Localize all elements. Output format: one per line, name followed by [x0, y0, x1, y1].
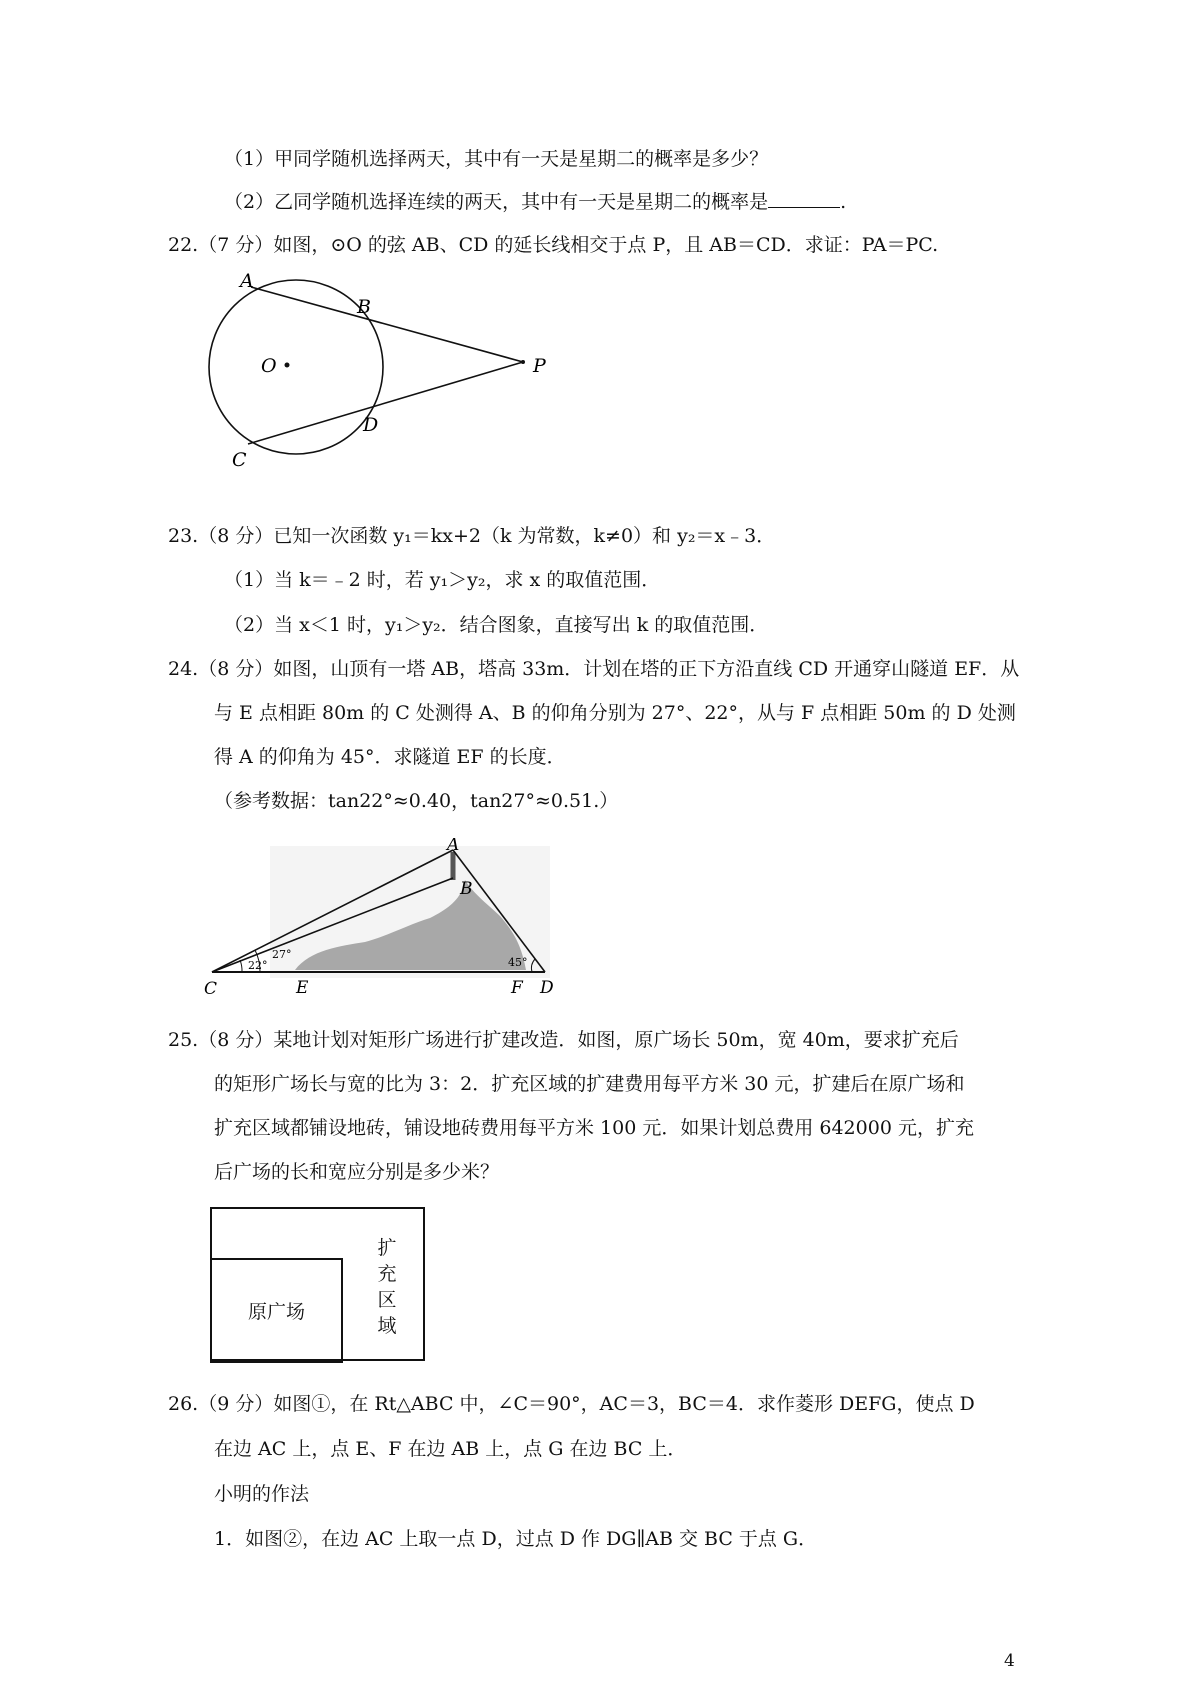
label-angle-27: 27° [272, 948, 292, 961]
label-d: D [540, 978, 554, 998]
question-21-part-2 [224, 189, 846, 215]
expansion-area-label [372, 1235, 402, 1339]
label-a: A [240, 270, 254, 292]
arc-22 [240, 960, 242, 972]
question-26-step-1: 1．如图②，在边 AC 上取一点 D，过点 D 作 DG∥AB 交 BC 于点 G． [214, 1528, 818, 1550]
label-d: D [363, 414, 379, 436]
point-p-dot [521, 360, 525, 364]
question-21-part-2-text: （2）乙同学随机选择连续的两天，其中有一天是星期二的概率是 [224, 191, 769, 213]
question-24-line-3: 得 A 的仰角为 45°．求隧道 EF 的长度． [214, 746, 566, 768]
label-c: C [232, 449, 247, 471]
question-24-reference: （参考数据：tan22°≈0.40，tan27°≈0.51.） [214, 790, 619, 812]
question-23-part-1: （1）当 k＝﹣2 时，若 y₁＞y₂，求 x 的取值范围． [224, 569, 661, 591]
question-25-line-2: 的矩形广场长与宽的比为 3：2．扩充区域的扩建费用每平方米 30 元，扩建后在原广场和 [214, 1073, 965, 1095]
question-25-line-3: 扩充区域都铺设地砖，铺设地砖费用每平方米 100 元．如果计划总费用 642000 元，扩充 [214, 1117, 974, 1139]
label-b: B [357, 296, 371, 318]
question-21-part-1: （1）甲同学随机选择两天，其中有一天是星期二的概率是多少？ [224, 148, 769, 170]
question-23: 23.（8 分）已知一次函数 y₁＝kx+2（k 为常数，k≠0）和 y₂＝x﹣3． [168, 525, 776, 547]
center-dot [285, 363, 290, 368]
label-angle-45: 45° [508, 956, 528, 969]
question-25-line-4: 后广场的长和宽应分别是多少米？ [214, 1161, 500, 1183]
label-o: O [261, 355, 277, 377]
line-ap [251, 287, 523, 362]
answer-blank [768, 189, 840, 208]
label-b: B [460, 879, 473, 899]
label-e: E [296, 978, 309, 998]
question-24-line-1: 24.（8 分）如图，山顶有一塔 AB，塔高 33m．计划在塔的正下方沿直线 CD 开通穿山隧道 EF．从 [168, 658, 1020, 680]
question-25-line-1: 25.（8 分）某地计划对矩形广场进行扩建改造．如图，原广场长 50m，宽 40m，要求扩充后 [168, 1029, 959, 1051]
figure-24-mountain [200, 838, 570, 998]
question-22: 22.（7 分）如图，⊙O 的弦 AB、CD 的延长线相交于点 P，且 AB＝CD．求证：PA＝PC. [168, 234, 939, 256]
label-p: P [533, 355, 546, 377]
expand-char-1: 扩 [377, 1237, 397, 1259]
expand-char-4: 域 [377, 1315, 397, 1337]
page-number: 4 [1004, 1651, 1015, 1671]
question-21-part-2-end: . [840, 191, 847, 213]
label-a: A [447, 838, 460, 855]
question-24-line-2: 与 E 点相距 80m 的 C 处测得 A、B 的仰角分别为 27°、22°，从与 F 点相距 50m 的 D 处测 [214, 702, 1016, 724]
question-26-line-1: 26.（9 分）如图①，在 Rt△ABC 中，∠C＝90°，AC＝3，BC＝4．求作菱形 DEFG，使点 D [168, 1393, 975, 1415]
original-square-label: 原广场 [247, 1301, 305, 1323]
figure-22-circle [190, 268, 570, 508]
original-square [210, 1258, 343, 1363]
question-26-method-heading: 小明的作法 [214, 1483, 310, 1505]
question-23-part-2: （2）当 x＜1 时，y₁＞y₂．结合图象，直接写出 k 的取值范围． [224, 614, 769, 636]
question-26-line-2: 在边 AC 上，点 E、F 在边 AB 上，点 G 在边 BC 上． [214, 1438, 687, 1460]
expand-char-2: 充 [377, 1263, 397, 1285]
label-f: F [511, 978, 523, 998]
label-angle-22: 22° [248, 959, 268, 972]
figure-25-square [210, 1207, 425, 1361]
label-c: C [204, 979, 218, 998]
expand-char-3: 区 [377, 1289, 397, 1311]
line-cp [248, 362, 523, 444]
